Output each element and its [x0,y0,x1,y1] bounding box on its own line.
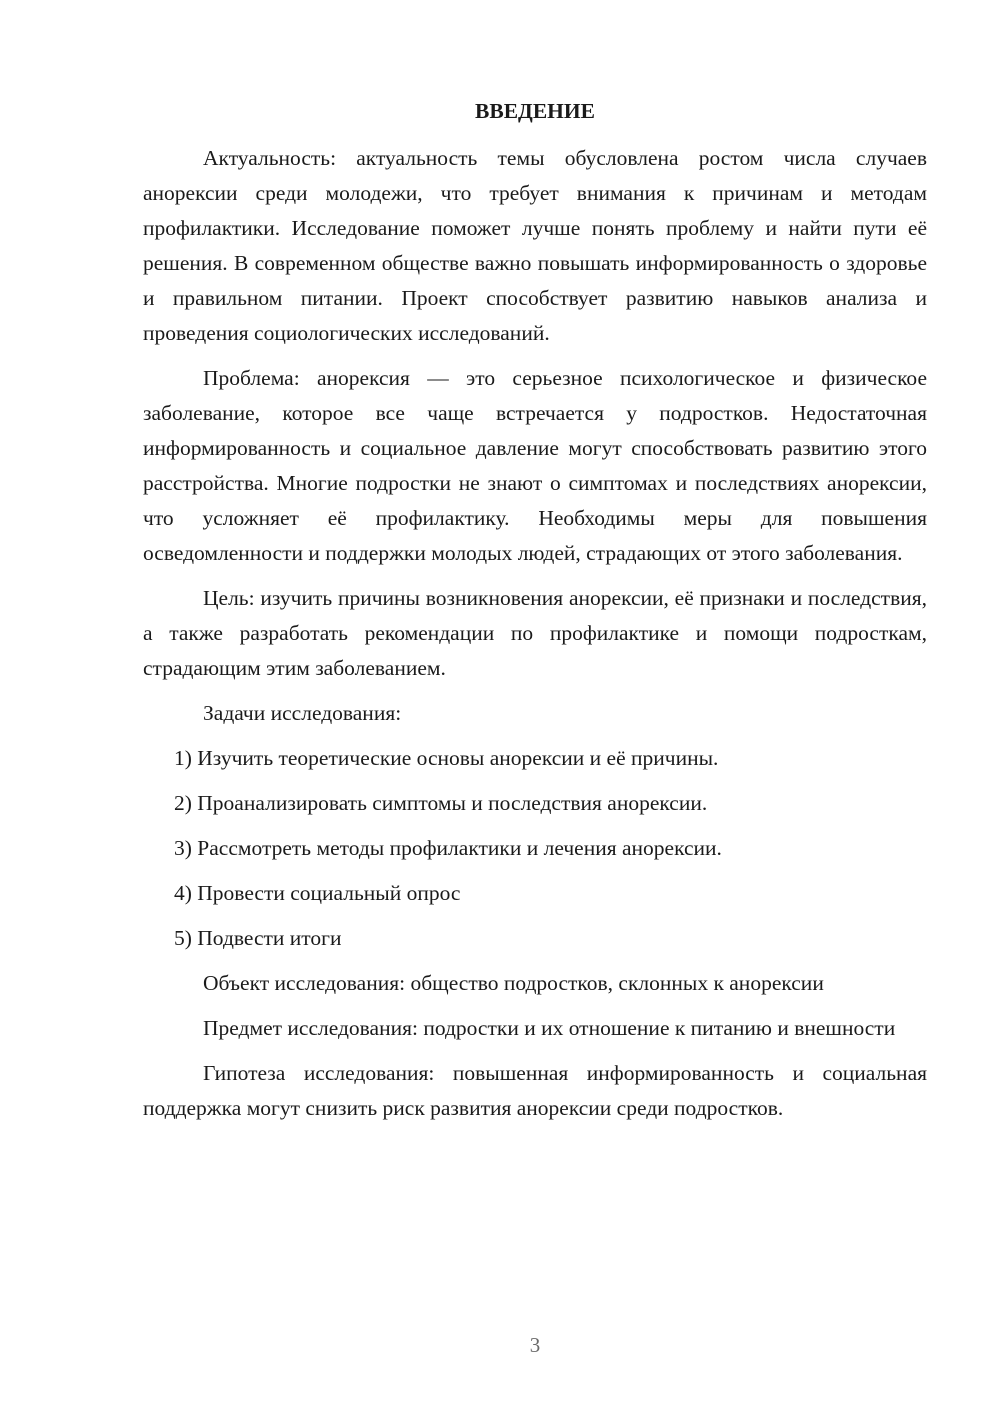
paragraph-subject: Предмет исследования: подростки и их отношение к питанию и внешности [203,1016,896,1040]
page-number: 3 [529,1333,541,1357]
paragraph-relevance: Актуальность: актуальность темы обусловлена ростом числа случаев анорексии среди молодежи, что требует внимания к причинам и методам профилактики. Исследование поможет лучше понять проблему и найти пути её решения. В современном обществе важно повышать информированность о здоровье и правильном питании. Проект способствует развитию навыков анализа и проведения социологических исследований. [143,146,927,345]
section-title: ВВЕДЕНИЕ [475,99,595,123]
list-item: 1) Изучить теоретические основы анорексии и её причины. [174,746,719,770]
paragraph-problem: Проблема: анорексия — это серьезное психологическое и физическое заболевание, которое все чаще встречается у подростков. Недостаточная информированность и социальное давление могут способствовать развитию этого расстройства. Многие подростки не знают о симптомах и последствиях анорексии, что усложняет её профилактику. Необходимы меры для повышения осведомленности и поддержки молодых людей, страдающих от этого заболевания. [143,366,927,565]
paragraph-goal: Цель: изучить причины возникновения анорексии, её признаки и последствия, а также разработать рекомендации по профилактике и помощи подросткам, страдающим этим заболеванием. [143,586,927,680]
tasks-heading: Задачи исследования: [203,701,402,725]
list-item: 2) Проанализировать симптомы и последствия анорексии. [174,791,708,815]
paragraph-object: Объект исследования: общество подростков, склонных к анорексии [203,971,824,995]
list-item: 4) Провести социальный опрос [174,881,461,905]
document-page [143,94,927,1136]
list-item: 5) Подвести итоги [174,926,342,950]
tasks-list [143,741,927,956]
paragraph-hypothesis: Гипотеза исследования: повышенная информированность и социальная поддержка могут снизить риск развития анорексии среди подростков. [143,1061,927,1120]
list-item: 3) Рассмотреть методы профилактики и лечения анорексии. [174,836,722,860]
